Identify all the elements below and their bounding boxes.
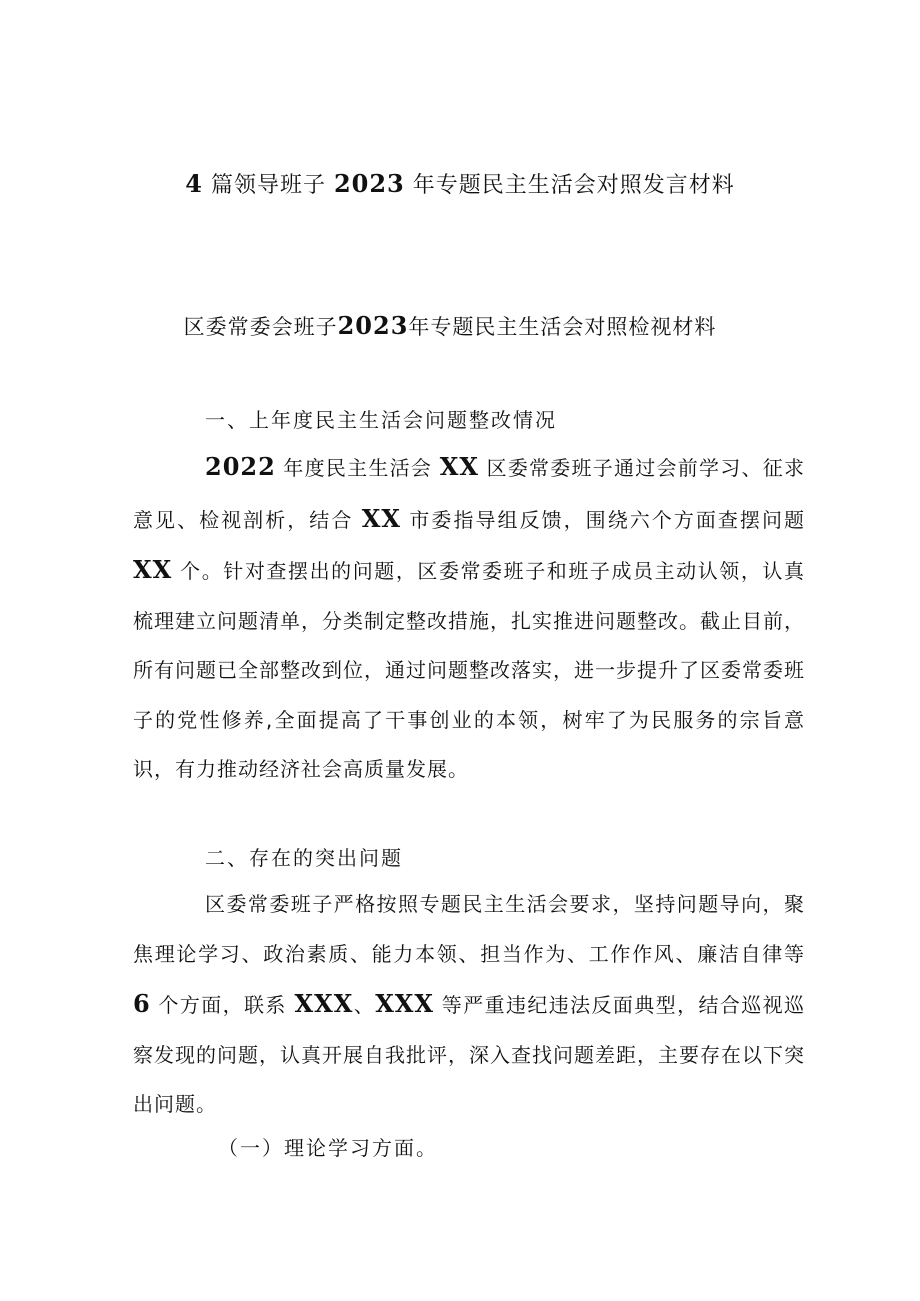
subtitle-text-part1: 区委常委会班子 (183, 315, 338, 339)
para1-xx-3: XX (133, 555, 173, 584)
para1-xx-1: XX (439, 452, 479, 481)
section1-paragraph (133, 442, 805, 795)
subtitle-year: 2023 (337, 311, 409, 340)
para2-number: 6 (133, 989, 151, 1018)
para1-text-4: 个。针对查摆出的问题，区委常委班子和班子成员主动认领，认真梳理建立问题清单，分类制定整改措施，扎实推进问题整改。截止目前，所有问题已全部整改到位，通过问题整改落实，进一步提升了区委常委班子的党性修养,全面提高了干事创业的本领，树牢了为民服务的宗旨意识，有力推动经济社会高质量发展。 (133, 559, 805, 781)
para2-text-3: 等严重违纪违法反面典型，结合巡视巡察发现的问题，认真开展自我批评，深入查找问题差距，主要存在以下突出问题。 (133, 993, 806, 1116)
para2-separator: 、 (353, 993, 376, 1017)
para2-xxx-1: XXX (294, 989, 354, 1018)
para2-text-1: 区委常委班子严格按照专题民主生活会要求，坚持问题导向，聚焦理论学习、政治素质、能力本领、担当作为、工作作风、廉洁自律等 (133, 892, 805, 966)
subsection1-heading: （一）理论学习方面。 (218, 1136, 438, 1160)
title-text-part1: 篇领导班子 (202, 173, 334, 198)
document-sub-title (0, 311, 900, 341)
para1-text-3: 市委指导组反馈，围绕六个方面查摆问题 (401, 507, 805, 532)
section1-heading: 一、上年度民主生活会问题整改情况 (205, 408, 557, 432)
para1-text-1: 年度民主生活会 (275, 456, 440, 480)
document-main-title (0, 168, 920, 199)
para2-text-2: 个方面，联系 (150, 993, 295, 1017)
para1-xx-2: XX (361, 503, 401, 533)
title-count: 4 (185, 169, 203, 198)
para2-xxx-2: XXX (375, 989, 435, 1018)
title-year: 2023 (333, 169, 405, 198)
section2-heading: 二、存在的突出问题 (205, 846, 403, 870)
title-text-part2: 年专题民主生活会对照发言材料 (404, 173, 735, 198)
section2-paragraph (133, 880, 805, 1130)
para1-year: 2022 (205, 452, 276, 481)
subtitle-text-part2: 年专题民主生活会对照检视材料 (408, 315, 717, 339)
para1-text-2: 区委常委班子通过会前学习、征求意见、检视剖析，结合 (133, 456, 805, 532)
